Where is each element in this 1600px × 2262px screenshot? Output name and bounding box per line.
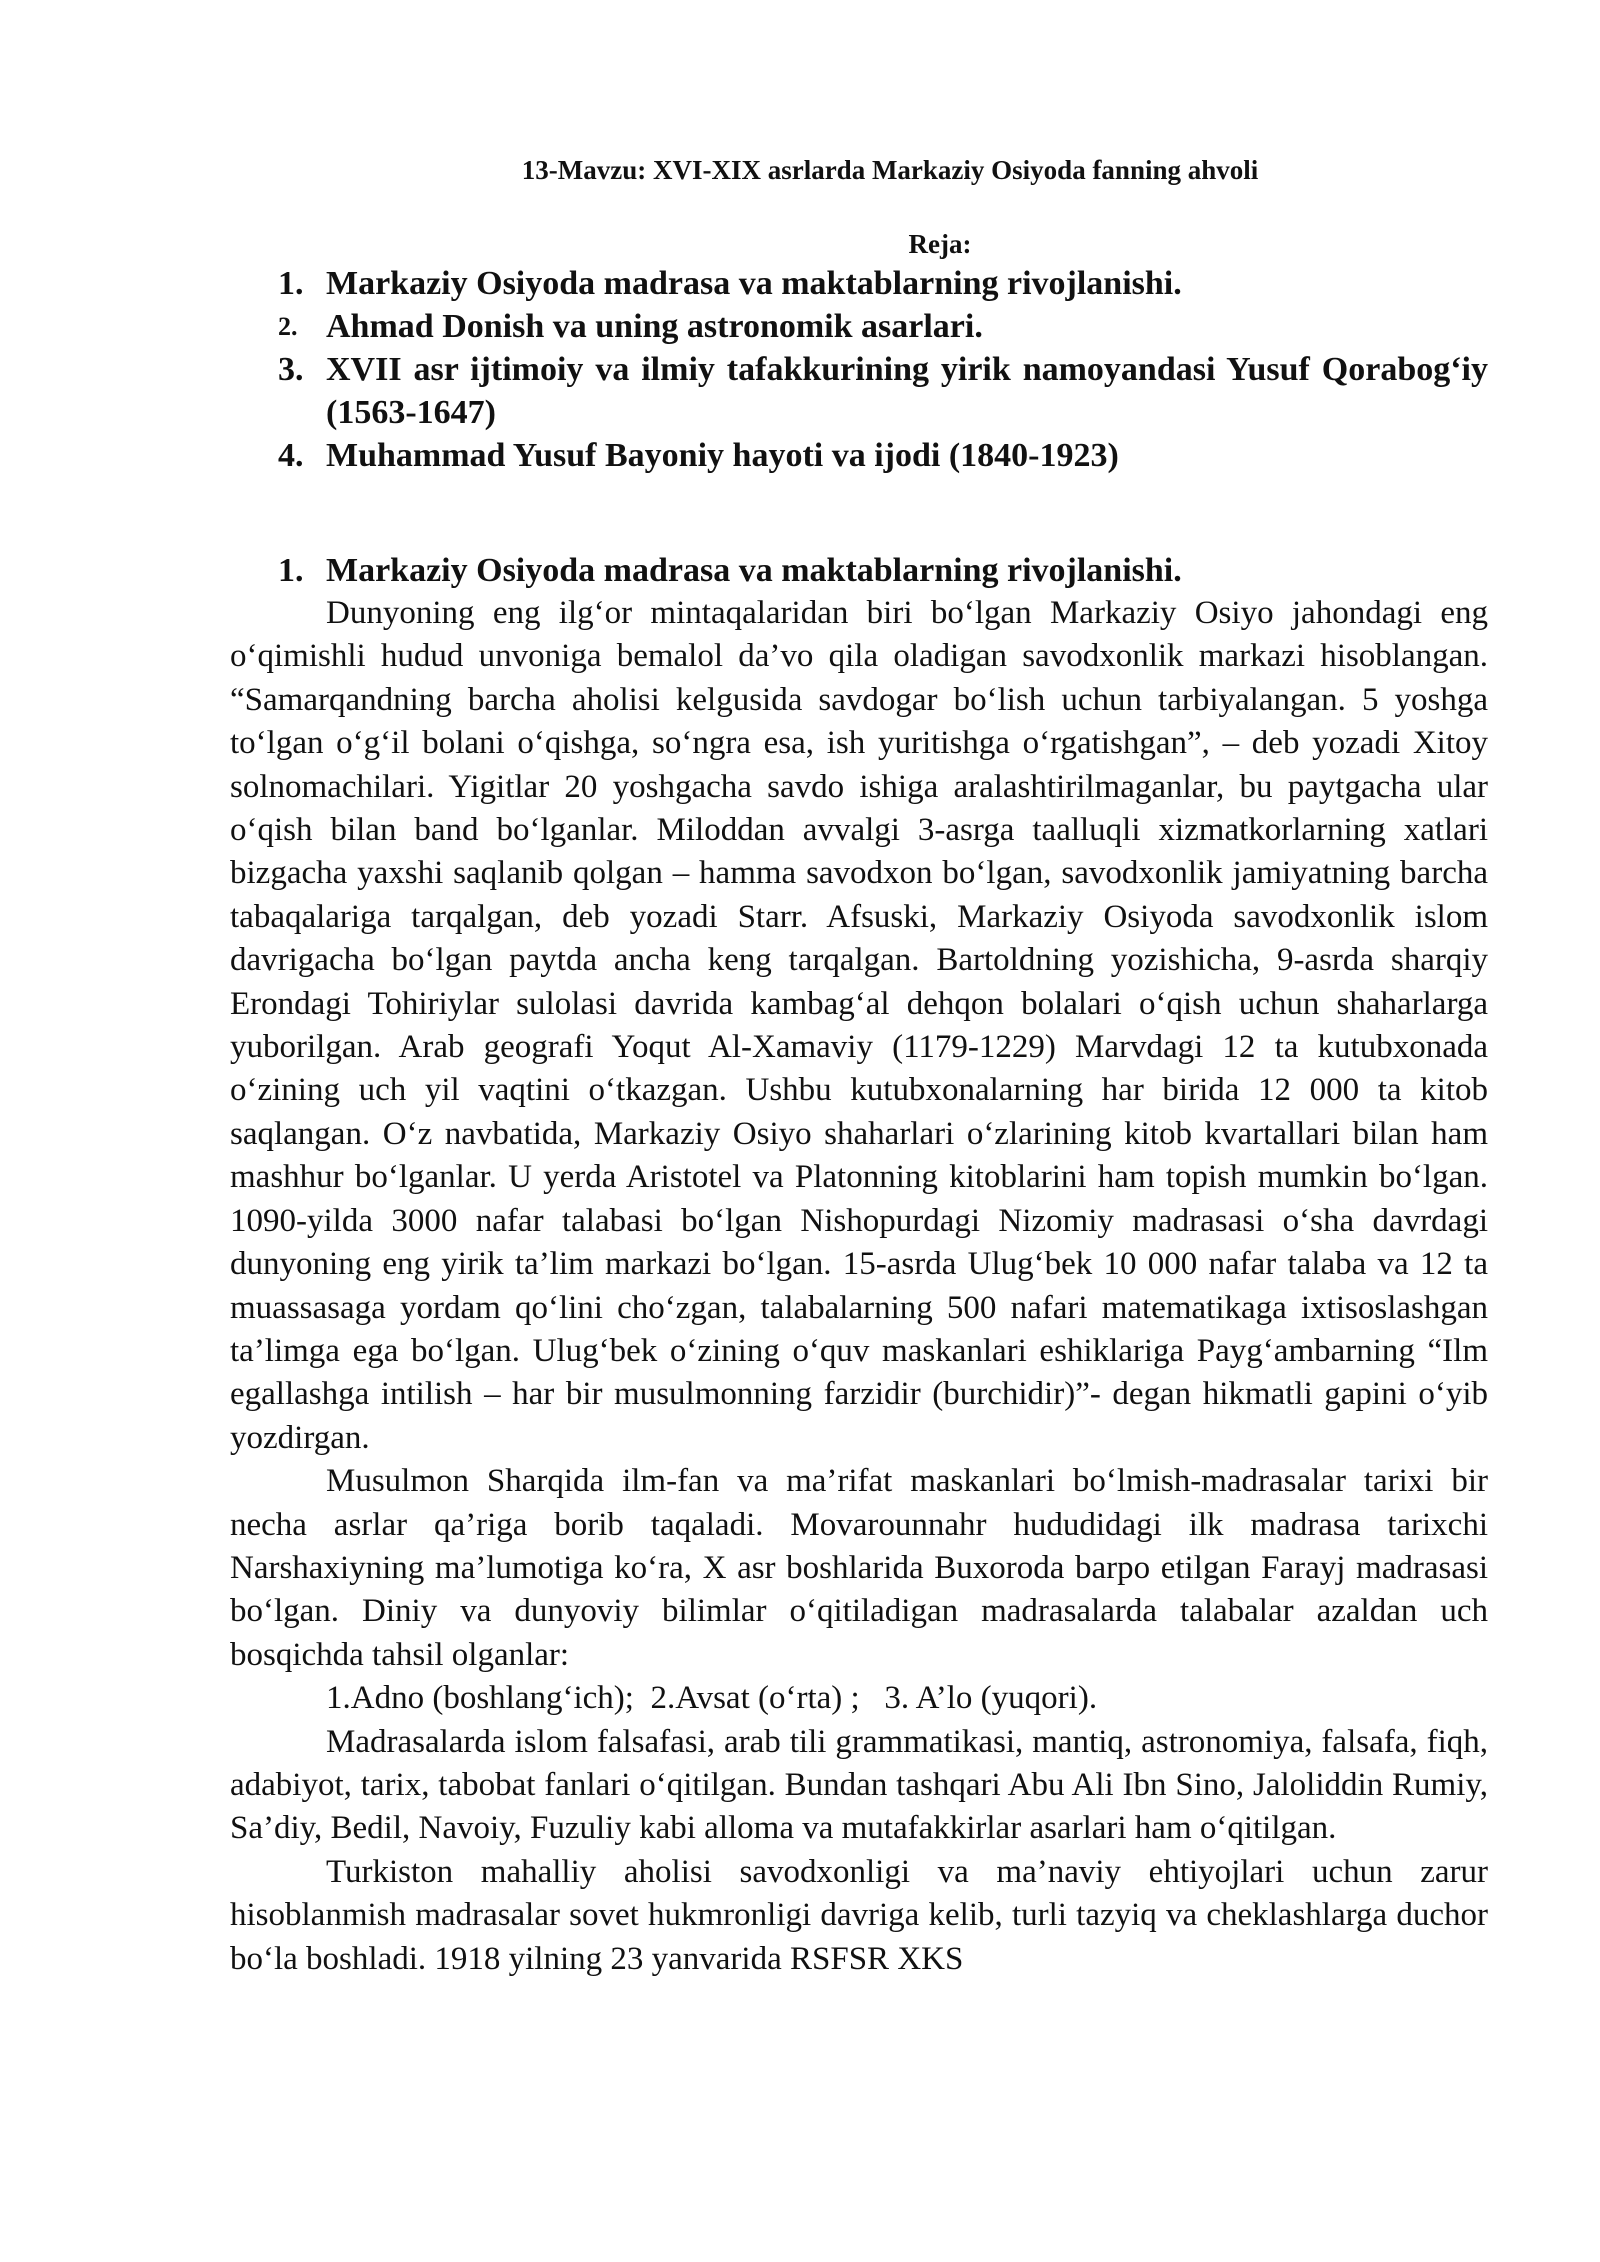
body-text	[230, 592, 1488, 1981]
plan-item-number: 4.	[278, 437, 304, 474]
page-title: 13-Mavzu: XVI-XIX asrlarda Markaziy Osiyoda fanning ahvoli	[521, 155, 1259, 185]
plan-item-text: XVII asr ijtimoiy va ilmiy tafakkurining yirik namoyandasi Yusuf Qorabog‘iy (1563-1647)	[326, 351, 1488, 431]
plan-list	[230, 262, 1488, 477]
paragraph: Madrasalarda islom falsafasi, arab tili grammatikasi, mantiq, astronomiya, falsafa, fiqh, adabiyot, tarix, tabobat fanlari o‘qitilgan. Bundan tashqari Abu Ali Ibn Sino, Jaloliddin Rumiy, Sa’diy, Bedil, Navoiy, Fuzuliy kabi alloma va mutafakkirlar asarlari ham o‘qitilgan.	[230, 1723, 1488, 1847]
plan-item-text: Muhammad Yusuf Bayoniy hayoti va ijodi (1840-1923)	[326, 437, 1119, 474]
study-levels-line	[230, 1677, 1488, 1720]
paragraph: Musulmon Sharqida ilm-fan va ma’rifat maskanlari bo‘lmish-madrasalar tarixi bir necha asrlar qa’riga borib taqaladi. Movarounnahr hududidagi ilk madrasa tarixchi Narshaxiyning ma’lumotiga ko‘ra, X asr boshlarida Buxoroda barpo etilgan Farayj madrasasi bo‘lgan. Diniy va dunyoviy bilimlar o‘qitiladigan madrasalarda talabalar azaldan uch bosqichda tahsil olganlar:	[230, 1463, 1488, 1673]
plan-item	[230, 262, 1488, 305]
plan-item	[230, 305, 1488, 348]
paragraph: Turkiston mahalliy aholisi savodxonligi va ma’naviy ehtiyojlari uchun zarur hisoblanmish madrasalar sovet hukmronligi davriga kelib, turli tazyiq va cheklashlarga duchor bo‘la boshladi. 1918 yilning 23 yanvarida RSFSR XKS	[230, 1853, 1488, 1977]
plan-item	[230, 348, 1488, 434]
plan-label: Reja:	[908, 229, 972, 259]
plan-item-text: Markaziy Osiyoda madrasa va maktablarning rivojlanishi.	[326, 265, 1182, 302]
paragraph: Dunyoning eng ilg‘or mintaqalaridan biri bo‘lgan Markaziy Osiyo jahondagi eng o‘qimishli hudud unvoniga bemalol da’vo qila oladigan savodxonlik markazi hisoblangan. “Samarqandning barcha aholisi kelgusida savdogar bo‘lish uchun tarbiyalangan. 5 yoshga to‘lgan o‘g‘il bolani o‘qishga, so‘ngra esa, ish yuritishga o‘rgatishgan”, – deb yozadi Xitoy solnomachilari. Yigitlar 20 yoshgacha savdo ishiga aralashtirilmaganlar, bu paytgacha ular o‘qish bilan band bo‘lganlar. Miloddan avvalgi 3-asrga taalluqli xizmatkorlarning xatlari bizgacha yaxshi saqlanib qolgan – hamma savodxon bo‘lgan, savodxonlik jamiyatning barcha tabaqalariga tarqalgan, deb yozadi Starr. Afsuski, Markaziy Osiyoda savodxonlik islom davrigacha bo‘lgan paytda ancha keng tarqalgan. Bartoldning yozishicha, 9-asrda sharqiy Erondagi Tohiriylar sulolasi davrida kambag‘al dehqon bolalari o‘qish uchun shaharlarga yuborilgan. Arab geografi Yoqut Al-Xamaviy (1179-1229) Marvdagi 12 ta kutubxonada o‘zining uch yil vaqtini o‘tkazgan. Ushbu kutubxonalarning har birida 12 000 ta kitob saqlangan. O‘z navbatida, Markaziy Osiyo shaharlari o‘zlarining kitob kvartallari bilan ham mashhur bo‘lganlar. U yerda Aristotel va Platonning kitoblarini ham topish mumkin bo‘lgan. 1090-yilda 3000 nafar talabasi bo‘lgan Nishopurdagi Nizomiy madrasasi o‘sha davrdagi dunyoning eng yirik ta’lim markazi bo‘lgan. 15-asrda Ulug‘bek 10 000 nafar talaba va 12 ta muassasaga yordam qo‘lini cho‘zgan, talabalarning 500 nafari matematikaga ixtisoslashgan ta’limga ega bo‘lgan. Ulug‘bek o‘zining o‘quv maskanlari eshiklariga Payg‘ambarning “Ilm egallashga intilish – har bir musulmonning farzidir (burchidir)”- degan hikmatli gapini o‘yib yozdirgan.	[230, 595, 1488, 1456]
plan-item-number: 3.	[278, 351, 304, 388]
study-levels-text: 1.Adno (boshlang‘ich); 2.Avsat (o‘rta) ; 3. A’lo (yuqori).	[326, 1680, 1098, 1717]
section-number: 1.	[278, 552, 304, 589]
section-heading-text: Markaziy Osiyoda madrasa va maktablarning rivojlanishi.	[326, 552, 1182, 589]
plan-item-text: Ahmad Donish va uning astronomik asarlari.	[326, 308, 983, 345]
plan-item-number: 2.	[278, 312, 298, 341]
plan-item-number: 1.	[278, 265, 304, 302]
plan-item	[230, 434, 1488, 477]
